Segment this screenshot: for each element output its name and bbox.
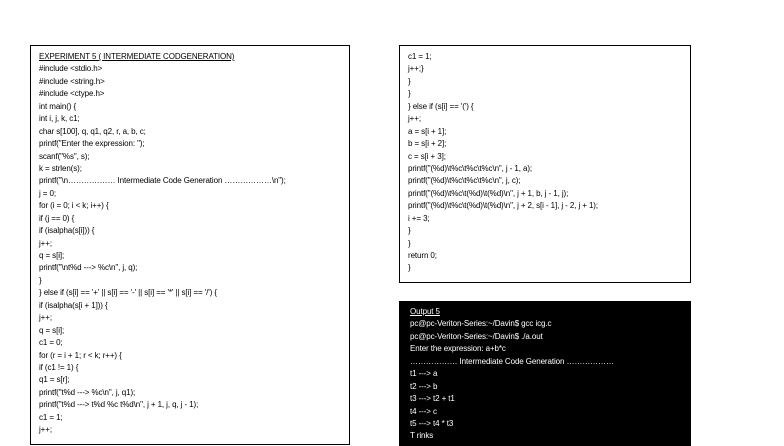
code-line: #include <string.h> <box>39 76 105 86</box>
code-line: for (r = i + 1; r < k; r++) { <box>39 350 122 360</box>
code-line: } <box>408 76 411 86</box>
code-line: int main() { <box>39 101 77 111</box>
code-line: if (j == 0) { <box>39 213 75 223</box>
code-line: int i, j, k, c1; <box>39 114 80 124</box>
code-line: } <box>408 263 411 273</box>
code-line: } <box>408 238 411 248</box>
terminal-line: t5 ---> t4 * t3 <box>410 418 454 428</box>
terminal-line: pc@pc-Veriton-Series:~/Davin$ ./a.out <box>410 331 543 341</box>
code-line: printf("(%d)\t%c\t%c\t%c\n", j - 1, a); <box>408 163 533 173</box>
code-line: } <box>408 89 411 99</box>
code-line: c1 = 0; <box>39 338 63 348</box>
terminal-line: ……………… Intermediate Code Generation ……………… <box>410 356 614 366</box>
code-line: scanf("%s", s); <box>39 151 90 161</box>
code-line: } <box>408 226 411 236</box>
code-line: q1 = s[r]; <box>39 375 70 385</box>
code-line: printf("\nt%d ---> %c\n", j, q); <box>39 263 138 273</box>
code-line: i += 3; <box>408 213 430 223</box>
code-line: if (c1 != 1) { <box>39 362 79 372</box>
code-line: if (isalpha(s[i])) { <box>39 226 95 236</box>
terminal-line: t3 ---> t2 + t1 <box>410 394 455 404</box>
code-line: j++; <box>39 425 52 435</box>
right-code-panel <box>399 45 691 283</box>
code-line: #include <ctype.h> <box>39 89 105 99</box>
terminal-line: Enter the expression: a+b*c <box>410 344 506 354</box>
output-terminal-panel <box>399 301 691 446</box>
code-line: printf("(%d)\t%c\t(%d)\t(%d)\n", j + 2, s[i - 1], j - 2, j + 1); <box>408 201 598 211</box>
code-line: printf("(%d)\t%c\t(%d)\t(%d)\n", j + 1, b, j - 1, j); <box>408 188 569 198</box>
code-line: j++; <box>39 313 52 323</box>
code-line: a = s[i + 1]; <box>408 126 447 136</box>
code-line: printf("(%d)\t%c\t%c\t%c\n", j, c); <box>408 176 521 186</box>
terminal-line: t1 ---> a <box>410 369 438 379</box>
code-line: } else if (s[i] == '(') { <box>408 101 474 111</box>
code-line: j++;} <box>408 64 424 74</box>
terminal-line: t4 ---> c <box>410 406 437 416</box>
left-code-panel <box>30 45 350 445</box>
experiment-title: EXPERIMENT 5 ( INTERMEDIATE CODGENERATION) <box>39 52 235 61</box>
code-line: printf("Enter the expression: "); <box>39 139 145 149</box>
code-line: c = s[i + 3]; <box>408 151 446 161</box>
code-line: c1 = 1; <box>39 412 63 422</box>
code-line: q = s[i]; <box>39 251 65 260</box>
code-line: c1 = 1; <box>408 52 432 61</box>
code-line: } else if (s[i] == '+' || s[i] == '-' || s[i] == '*' || s[i] == '/') { <box>39 288 217 298</box>
code-line: j++; <box>408 114 421 124</box>
terminal-line: pc@pc-Veriton-Series:~/Davin$ gcc icg.c <box>410 319 552 329</box>
code-line: } <box>39 275 42 285</box>
code-line: if (isalpha(s[i + 1])) { <box>39 300 108 310</box>
code-line: return 0; <box>408 251 437 260</box>
code-line: k = strlen(s); <box>39 163 82 173</box>
code-line: printf("t%d ---> t%d %c t%d\n", j + 1, j, q, j - 1); <box>39 400 199 410</box>
code-line: q = s[i]; <box>39 325 65 335</box>
terminal-line: t2 ---> b <box>410 381 438 391</box>
code-line: #include <stdio.h> <box>39 64 103 74</box>
code-line: printf("t%d ---> %c\n", j, q1); <box>39 387 136 397</box>
code-line: printf("\n……………… Intermediate Code Generation ………………\n"); <box>39 176 286 186</box>
output-title: Output 5 <box>410 307 440 316</box>
terminal-line: T rinks <box>410 431 434 441</box>
code-line: j++; <box>39 238 52 248</box>
code-line: char s[100], q, q1, q2, r, a, b, c; <box>39 126 146 136</box>
code-line: j = 0; <box>39 188 56 198</box>
code-line: b = s[i + 2]; <box>408 139 447 149</box>
code-line: for (i = 0; i < k; i++) { <box>39 201 109 211</box>
